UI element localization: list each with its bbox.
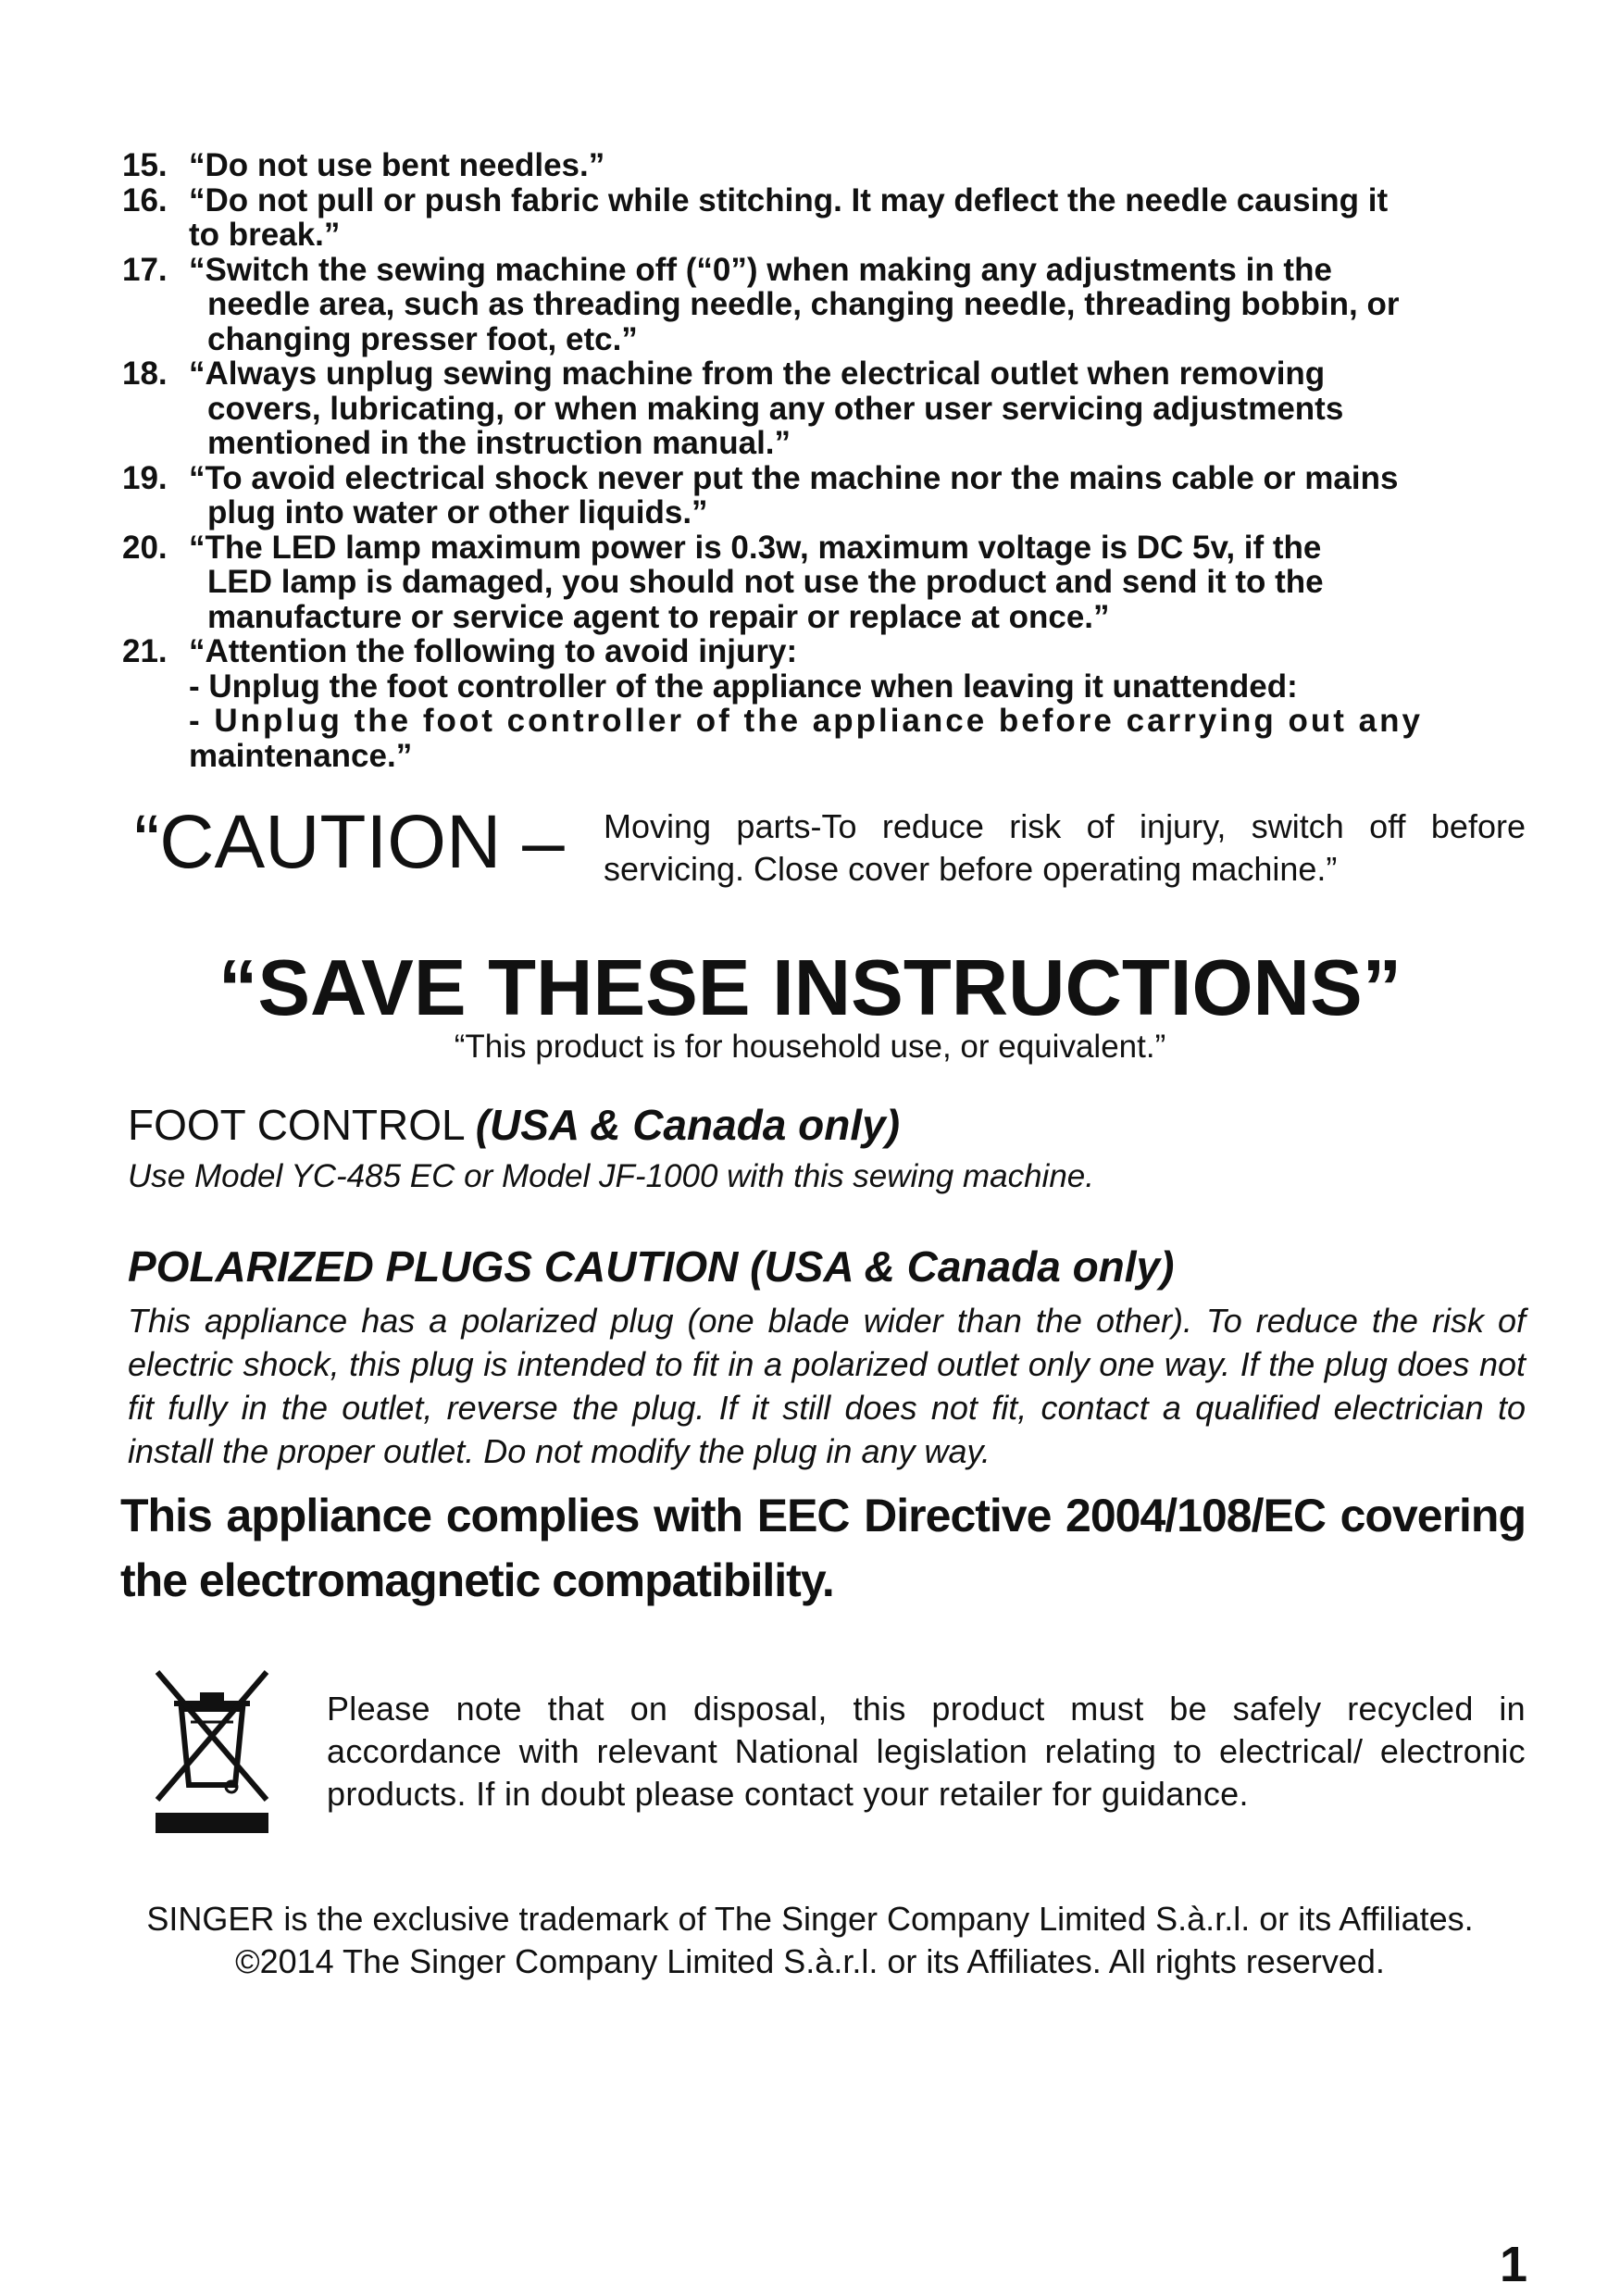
item-line: maintenance.” [189, 737, 413, 774]
item-number: 16. [122, 181, 168, 218]
list-item [122, 148, 1511, 183]
item-number: 18. [122, 356, 168, 392]
foot-control-heading-text: FOOT CONTROL [128, 1101, 464, 1149]
item-line: “Always unplug sewing machine from the electrical outlet when removing [189, 356, 1326, 392]
item-line: to break.” [189, 217, 341, 253]
item-number: 17. [122, 251, 168, 288]
list-item [122, 183, 1511, 253]
household-use-note: “This product is for household use, or equivalent.” [454, 1029, 1166, 1065]
item-text [189, 356, 1511, 461]
item-line: plug into water or other liquids.” [207, 494, 708, 530]
item-text [189, 461, 1511, 530]
item-number: 20. [122, 529, 168, 566]
polarized-plugs-heading: POLARIZED PLUGS CAUTION (USA & Canada only) [128, 1242, 1175, 1291]
list-item [122, 461, 1511, 530]
copyright-line: ©2014 The Singer Company Limited S.à.r.l. or its Affiliates. All rights reserved. [235, 1942, 1385, 1980]
list-item [122, 253, 1511, 357]
item-line: manufacture or service agent to repair or replace at once.” [207, 598, 1110, 635]
caution-label: “CAUTION – [134, 800, 565, 884]
save-instructions-title: “SAVE THESE INSTRUCTIONS” [218, 944, 1402, 1032]
item-text [189, 148, 1511, 183]
item-line: “To avoid electrical shock never put the machine nor the mains cable or mains [189, 459, 1399, 496]
safety-instructions-list [122, 148, 1511, 773]
item-number: 19. [122, 459, 168, 496]
page-number: 1 [1499, 2237, 1527, 2292]
item-line: “Do not use bent needles.” [189, 147, 605, 183]
item-text [189, 183, 1511, 253]
foot-control-body: Use Model YC-485 EC or Model JF-1000 with this sewing machine. [128, 1158, 1094, 1194]
item-text [189, 253, 1511, 357]
list-item [122, 634, 1511, 773]
trademark-footer [0, 1898, 1620, 1983]
item-line: “Do not pull or push fabric while stitching. It may deflect the needle causing it [189, 181, 1389, 218]
item-text [189, 634, 1511, 773]
crossed-out-wheelie-bin-icon [154, 1657, 270, 1833]
item-line: changing presser foot, etc.” [207, 320, 638, 357]
item-line: needle area, such as threading needle, changing needle, threading bobbin, or [207, 286, 1400, 322]
caution-text: Moving parts-To reduce risk of injury, switch off before servicing. Close cover before operating machine.” [604, 807, 1526, 888]
foot-control-heading [128, 1097, 900, 1153]
item-number: 15. [122, 147, 168, 183]
item-line: mentioned in the instruction manual.” [207, 425, 791, 461]
item-line: - Unplug the foot controller of the appliance before carrying out any [189, 703, 1423, 739]
foot-control-region: (USA & Canada only) [475, 1101, 901, 1149]
trademark-line: SINGER is the exclusive trademark of The Singer Company Limited S.à.r.l. or its Affiliates. [146, 1900, 1474, 1938]
polarized-plugs-body: This appliance has a polarized plug (one blade wider than the other). To reduce the risk of electric shock, this plug is intended to fit in a polarized outlet only one way. If the plug does not fit fully in the outlet, reverse the plug. If it still does not fit, contact a qualified electrician to install the proper outlet. Do not modify the plug in any way. [128, 1302, 1526, 1470]
item-line: LED lamp is damaged, you should not use the product and send it to the [207, 564, 1324, 600]
list-item [122, 530, 1511, 635]
list-item [122, 356, 1511, 461]
disposal-note: Please note that on disposal, this product must be safely recycled in accordance with relevant National legislation relating to electrical/ electronic products. If in doubt please contact your retailer for guidance. [327, 1690, 1526, 1813]
item-number: 21. [122, 633, 168, 669]
item-text [189, 530, 1511, 635]
eec-compliance-statement: This appliance complies with EEC Directive 2004/108/EC covering the electromagnetic compatibility. [120, 1490, 1526, 1606]
item-line: “The LED lamp maximum power is 0.3w, maximum voltage is DC 5v, if the [189, 529, 1322, 566]
item-line: “Attention the following to avoid injury: [189, 633, 798, 669]
item-line: “Switch the sewing machine off (“0”) when making any adjustments in the [189, 251, 1332, 288]
item-line: covers, lubricating, or when making any other user servicing adjustments [207, 390, 1344, 427]
item-line: - Unplug the foot controller of the appliance when leaving it unattended: [189, 668, 1298, 705]
